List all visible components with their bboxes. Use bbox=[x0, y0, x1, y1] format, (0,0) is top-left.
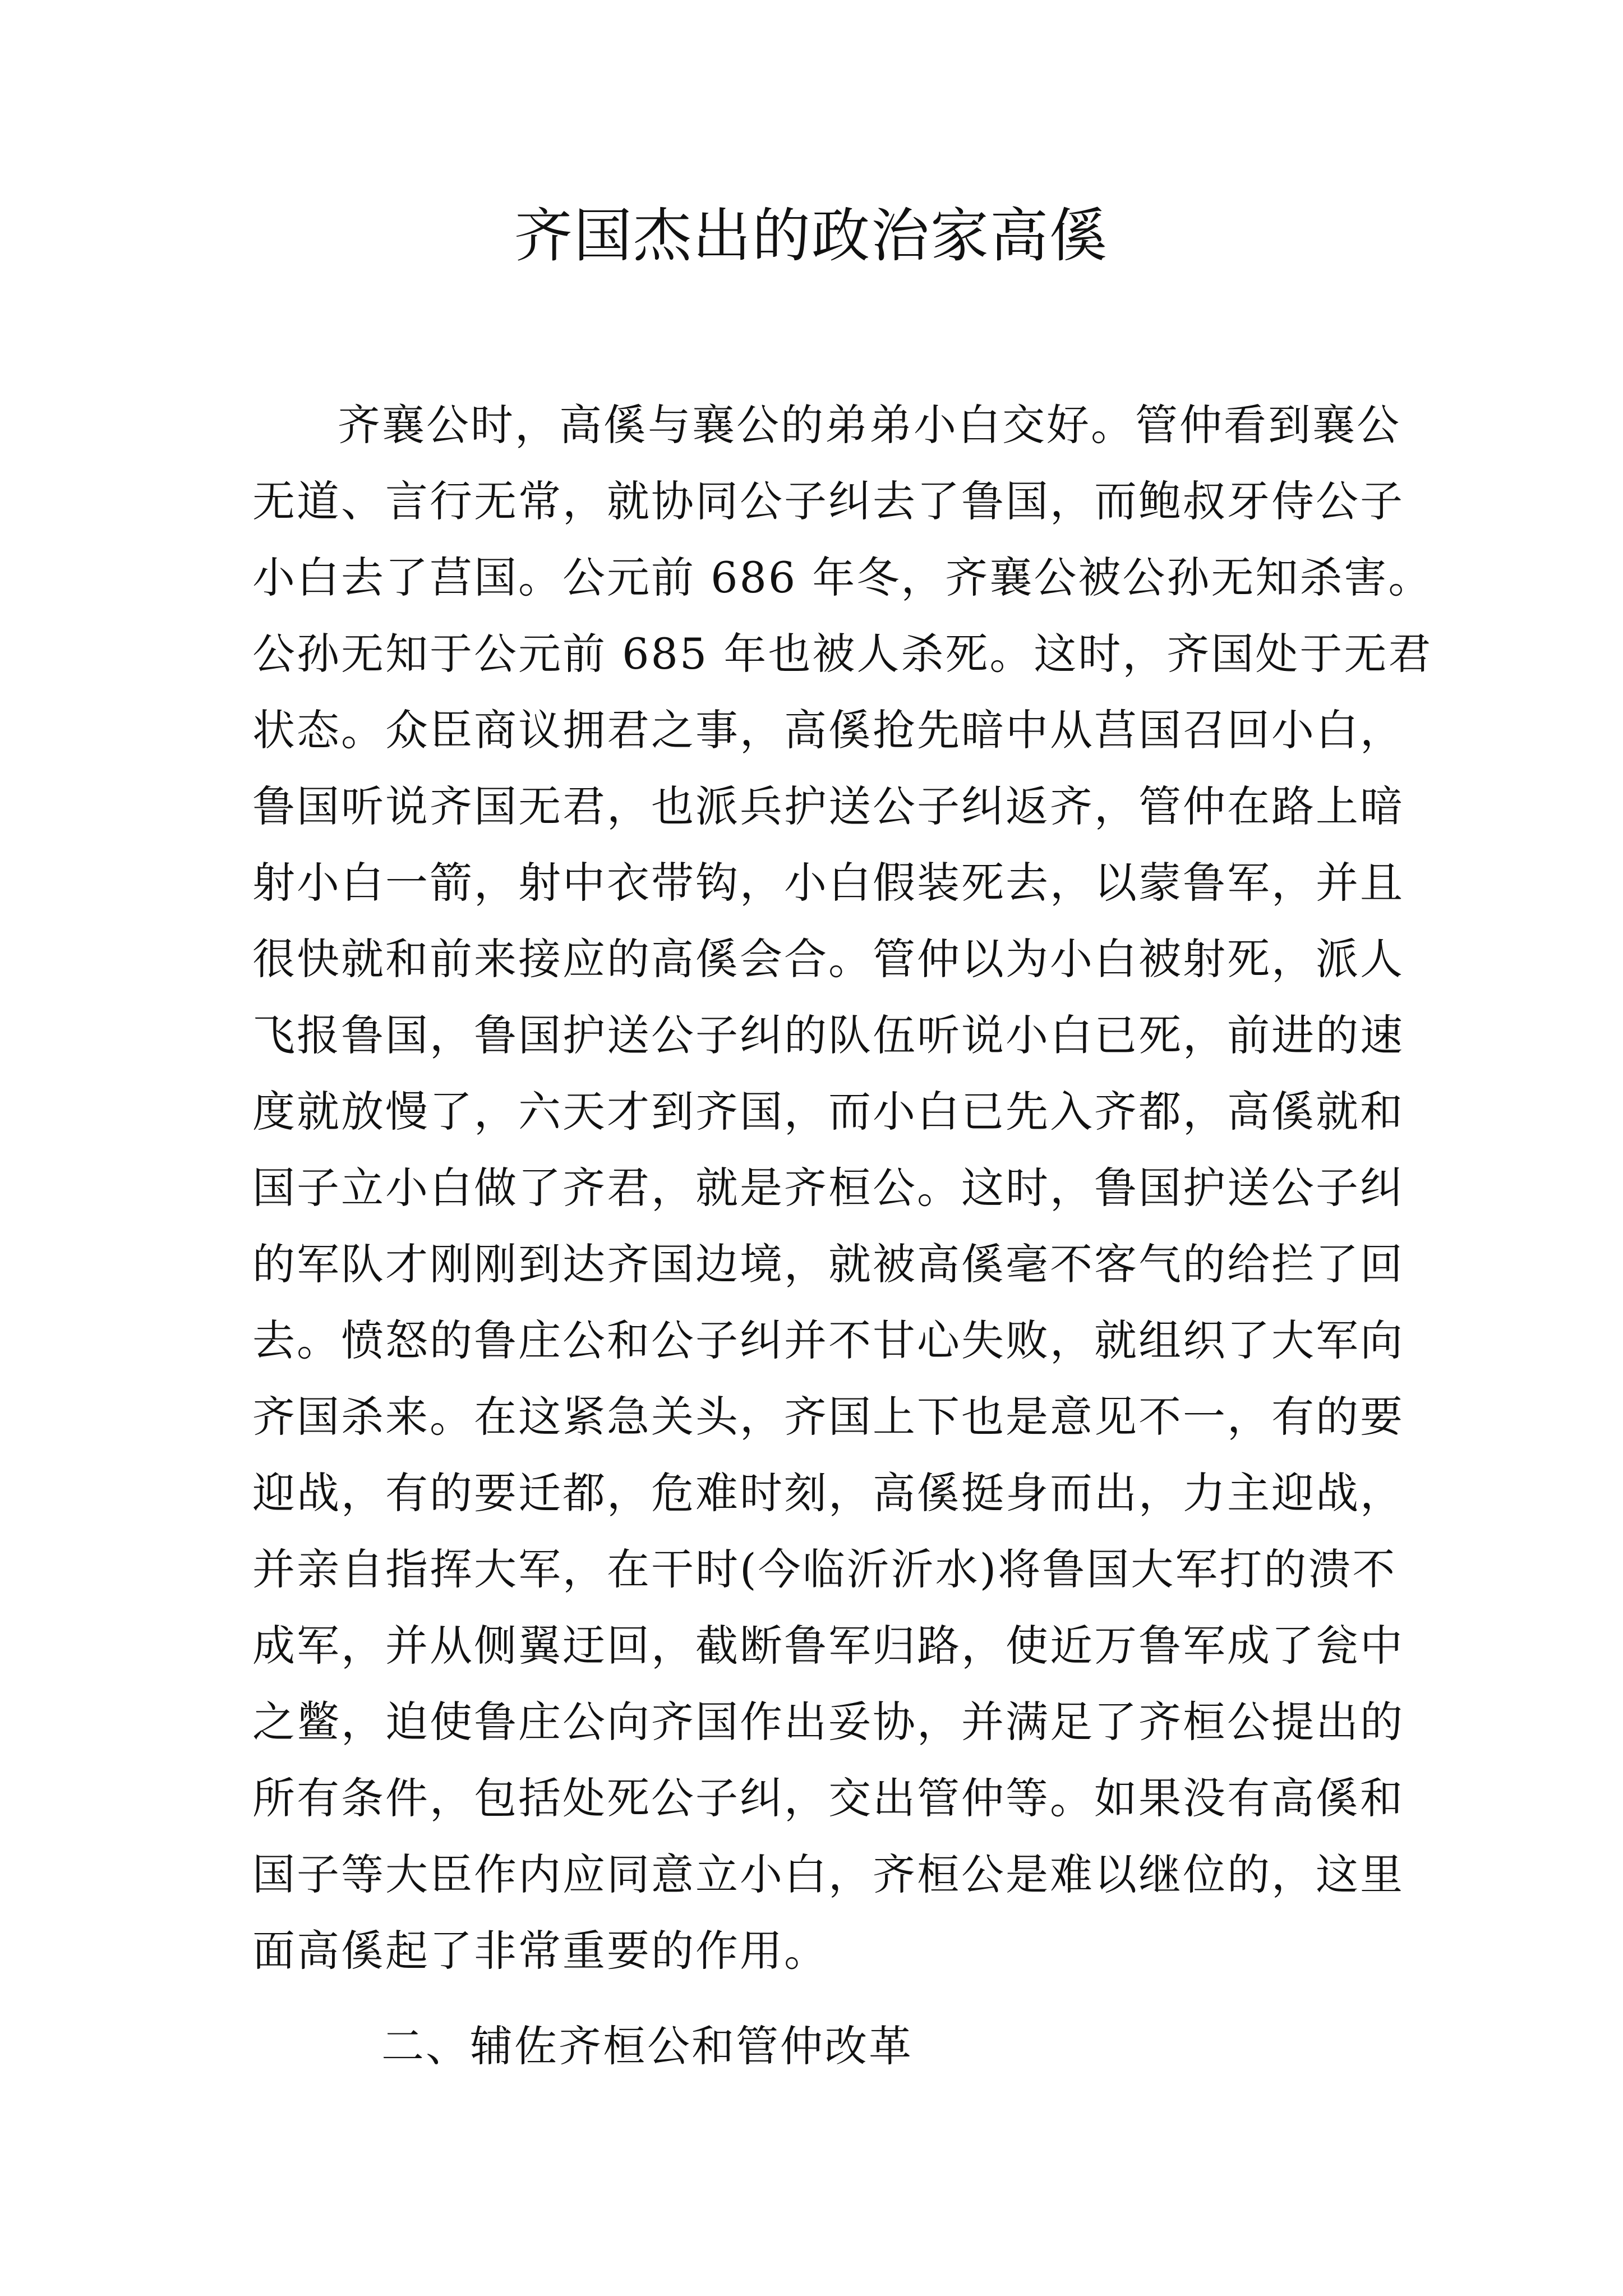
paragraph-line: 的军队才刚刚到达齐国边境，就被高傒毫不客气的给拦了回 bbox=[252, 1239, 1404, 1289]
paragraph-line: 迎战，有的要迁都，危难时刻，高傒挺身而出，力主迎战， bbox=[252, 1468, 1404, 1518]
paragraph-line: 很快就和前来接应的高傒会合。管仲以为小白被射死，派人 bbox=[252, 934, 1404, 984]
paragraph-line: 鲁国听说齐国无君，也派兵护送公子纠返齐，管仲在路上暗 bbox=[252, 781, 1404, 831]
paragraph-line: 去。愤怒的鲁庄公和公子纠并不甘心失败，就组织了大军向 bbox=[252, 1315, 1404, 1365]
paragraph-line: 面高傒起了非常重要的作用。 bbox=[252, 1926, 828, 1976]
paragraph-line: 小白去了莒国。公元前 686 年冬，齐襄公被公孙无知杀害。 bbox=[252, 553, 1433, 602]
paragraph-line: 状态。众臣商议拥君之事，高傒抢先暗中从莒国召回小白， bbox=[252, 705, 1404, 755]
document-title: 齐国杰出的政治家高傒 bbox=[514, 201, 1109, 270]
paragraph-line: 国子立小白做了齐君，就是齐桓公。这时，鲁国护送公子纠 bbox=[252, 1163, 1404, 1213]
paragraph-line: 齐襄公时，高傒与襄公的弟弟小白交好。管仲看到襄公 bbox=[338, 400, 1401, 450]
paragraph-line: 国子等大臣作内应同意立小白，齐桓公是难以继位的，这里 bbox=[252, 1849, 1404, 1899]
paragraph-line: 度就放慢了，六天才到齐国，而小白已先入齐都，高傒就和 bbox=[252, 1087, 1404, 1137]
paragraph-line: 成军，并从侧翼迂回，截断鲁军归路，使近万鲁军成了瓮中 bbox=[252, 1621, 1404, 1671]
section-heading: 二、辅佐齐桓公和管仲改革 bbox=[381, 2021, 913, 2071]
paragraph-line: 飞报鲁国，鲁国护送公子纠的队伍听说小白已死，前进的速 bbox=[252, 1010, 1404, 1060]
paragraph-line: 射小白一箭，射中衣带钩，小白假装死去，以蒙鲁军，并且 bbox=[252, 858, 1404, 908]
paragraph-line: 齐国杀来。在这紧急关头，齐国上下也是意见不一，有的要 bbox=[252, 1392, 1404, 1442]
paragraph-line: 公孙无知于公元前 685 年也被人杀死。这时，齐国处于无君 bbox=[252, 629, 1433, 679]
paragraph-line: 之鳖，迫使鲁庄公向齐国作出妥协，并满足了齐桓公提出的 bbox=[252, 1697, 1404, 1747]
paragraph-line: 无道、言行无常，就协同公子纠去了鲁国，而鲍叔牙侍公子 bbox=[252, 476, 1404, 526]
body-paragraph bbox=[252, 387, 1433, 1989]
paragraph-line: 并亲自指挥大军，在干时(今临沂沂水)将鲁国大军打的溃不 bbox=[252, 1544, 1397, 1594]
paragraph-line: 所有条件，包括处死公子纠，交出管仲等。如果没有高傒和 bbox=[252, 1773, 1404, 1823]
